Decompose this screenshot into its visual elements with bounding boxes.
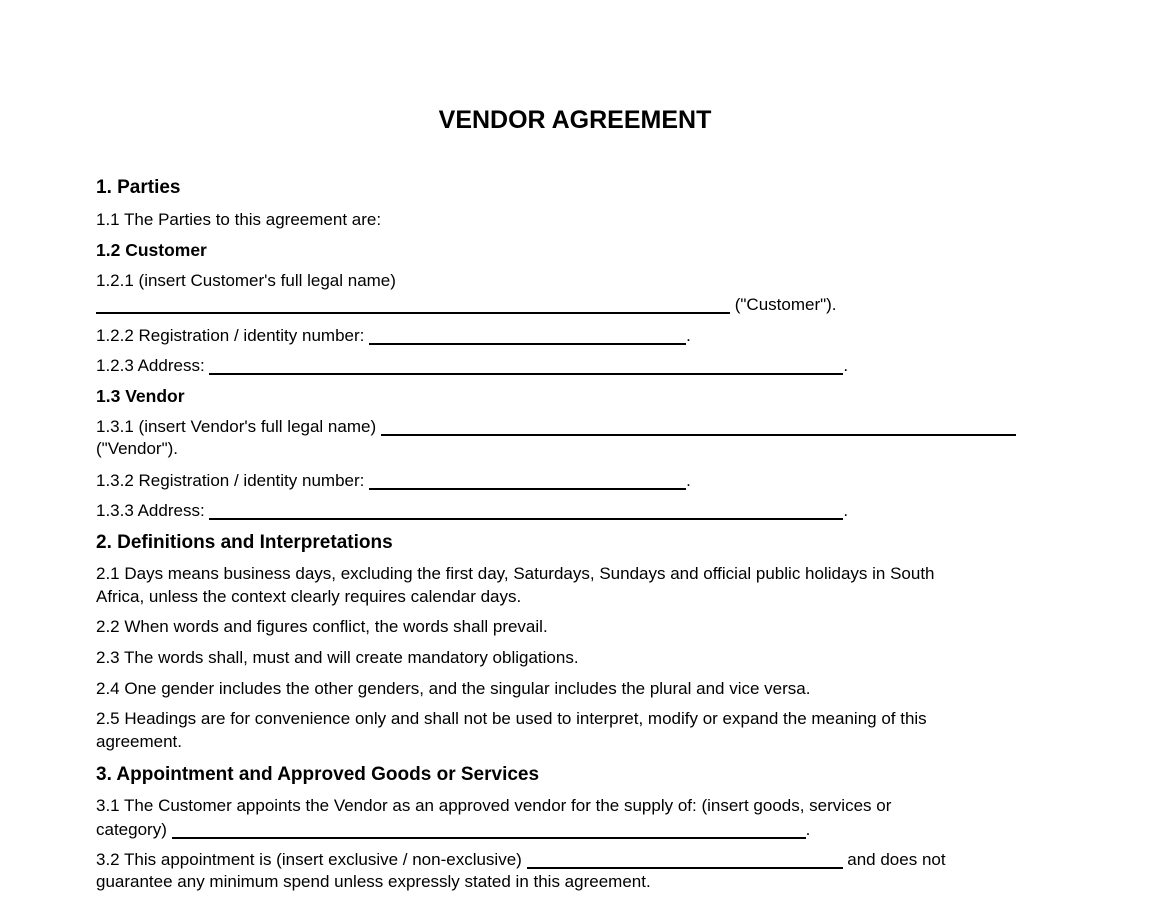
label: 1.3.1 (insert Vendor's full legal name) xyxy=(96,417,381,436)
section-1-heading: 1. Parties xyxy=(96,177,181,198)
clause-2-1-cont: Africa, unless the context clearly requires calendar days. xyxy=(96,587,522,606)
label: 1.3.3 Address: xyxy=(96,501,210,520)
period: . xyxy=(843,356,849,375)
goods-services-field[interactable] xyxy=(172,819,806,839)
section-3-heading: 3. Appointment and Approved Goods or Services xyxy=(96,764,540,785)
label: 1.3.2 Registration / identity number: xyxy=(96,471,370,490)
customer-name-field[interactable] xyxy=(96,294,730,314)
label-suffix: and does not xyxy=(842,850,946,869)
clause-1-3-2 xyxy=(96,470,691,491)
period: . xyxy=(686,471,691,490)
subheading-customer: 1.2 Customer xyxy=(96,240,207,260)
vendor-name-field[interactable] xyxy=(381,416,1016,436)
exclusivity-field[interactable] xyxy=(527,849,843,869)
clause-2-5: 2.5 Headings are for convenience only and shall not be used to interpret, modify or expand the meaning of this xyxy=(96,709,927,728)
clause-1-2-2 xyxy=(96,325,691,346)
clause-2-2: 2.2 When words and figures conflict, the words shall prevail. xyxy=(96,617,548,636)
clause-1-2-1-line xyxy=(96,294,837,315)
section-2-heading: 2. Definitions and Interpretations xyxy=(96,532,393,553)
label: 1.2.3 Address: xyxy=(96,356,210,375)
customer-label: ("Customer"). xyxy=(730,295,837,314)
period: . xyxy=(843,501,849,520)
period: . xyxy=(686,326,691,345)
clause-1-1: 1.1 The Parties to this agreement are: xyxy=(96,210,382,229)
customer-registration-field[interactable] xyxy=(369,325,686,345)
label: category) xyxy=(96,820,172,839)
clause-3-1: 3.1 The Customer appoints the Vendor as an approved vendor for the supply of: (insert goods, services or xyxy=(96,796,892,815)
subheading-vendor: 1.3 Vendor xyxy=(96,386,185,406)
clause-1-3-1 xyxy=(96,416,1016,437)
label: 3.2 This appointment is (insert exclusive / non-exclusive) xyxy=(96,850,527,869)
clause-3-1-cont xyxy=(96,819,810,840)
clause-1-2-3 xyxy=(96,355,848,376)
vendor-address-field[interactable] xyxy=(209,500,843,520)
clause-2-5-cont: agreement. xyxy=(96,732,182,751)
period: . xyxy=(805,820,811,839)
customer-address-field[interactable] xyxy=(209,355,843,375)
document-title: VENDOR AGREEMENT xyxy=(438,106,712,134)
label: 1.2.2 Registration / identity number: xyxy=(96,326,370,345)
clause-2-3: 2.3 The words shall, must and will create mandatory obligations. xyxy=(96,648,579,667)
clause-2-1: 2.1 Days means business days, excluding the first day, Saturdays, Sundays and official public holidays in South xyxy=(96,564,935,583)
clause-2-4: 2.4 One gender includes the other genders, and the singular includes the plural and vice versa. xyxy=(96,679,811,698)
vendor-registration-field[interactable] xyxy=(369,470,686,490)
clause-3-2 xyxy=(96,849,946,870)
vendor-label: ("Vendor"). xyxy=(96,439,178,458)
clause-1-3-3 xyxy=(96,500,848,521)
clause-3-2-cont: guarantee any minimum spend unless expressly stated in this agreement. xyxy=(96,872,651,891)
clause-1-2-1: 1.2.1 (insert Customer's full legal name) xyxy=(96,271,396,290)
